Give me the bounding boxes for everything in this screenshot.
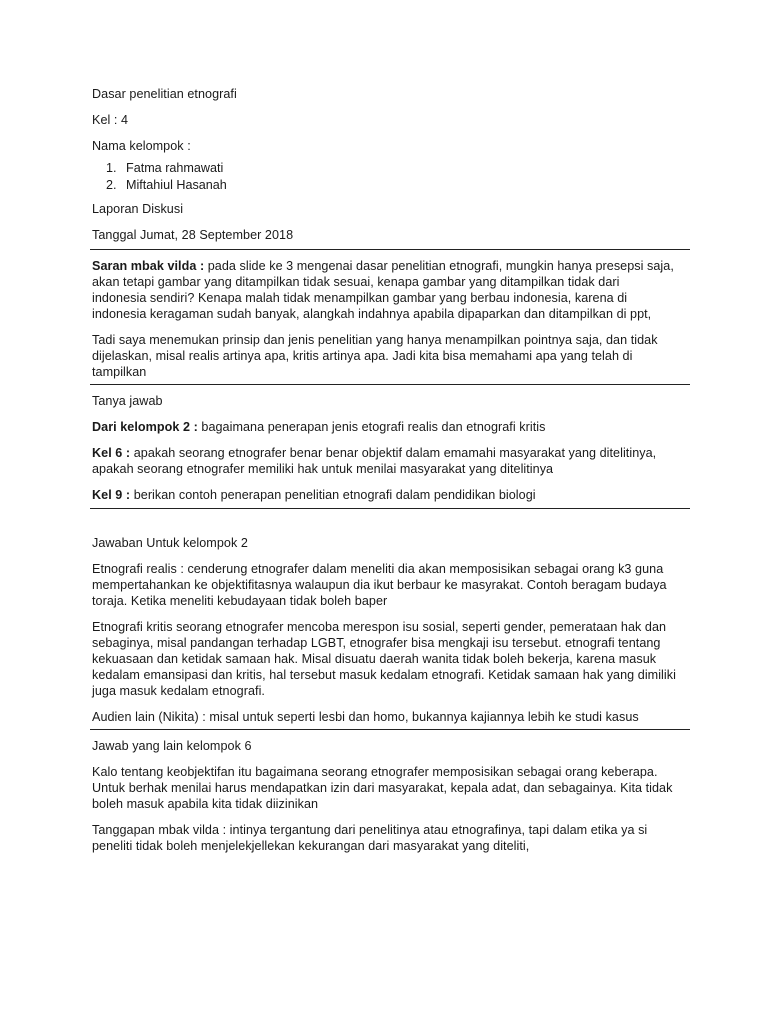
question-3-label: Kel 9 : [92, 488, 131, 502]
question-3-text: berikan contoh penerapan penelitian etnografi dalam pendidikan biologi [130, 488, 536, 502]
suggestion-label: Saran mbak vilda : [92, 259, 205, 273]
report-heading: Laporan Diskusi [92, 202, 184, 216]
members-list [92, 160, 676, 193]
objectivity-answer: Kalo tentang keobjektifan itu bagaimana seorang etnografer memposisikan sebagai orang keberapa. Untuk berhak menilai harus mendapatkan izin dari masyarakat, kepala adat, dan sebagainya. Kita tidak boleh masuk apabila kita tidak diizinikan [92, 765, 673, 811]
answer-realis: Etnografi realis : cenderung etnografer dalam meneliti dia akan memposisikan sebagai orang k3 guna mempertahankan ke objektifitasnya walaupun dia ikut berbaur ke masyrakat. Contoh beragam budaya toraja. Ketika meneliti kebudayaan tidak boleh baper [92, 562, 667, 608]
list-item: 1. Fatma rahmawati [120, 160, 676, 177]
members-label: Nama kelompok : [92, 139, 191, 153]
answer-kritis: Etnografi kritis seorang etnografer mencoba merespon isu sosial, seperti gender, pemerataan hak dan sebaginya, misal pandangan terhadap LGBT, etnografer bisa mengkaji isu tersebut. etnografi tentang kekuasaan dan ketidak samaan hak. Misal disuatu daerah wanita tidak boleh bekerja, karena masuk kedalam emansipasi dan kritis, hal tersebut masuk kedalam etnografi. Ketidak samaan hak yang dimiliki juga masuk kedalam etnografi. [92, 620, 676, 698]
divider [90, 249, 690, 250]
divider [90, 729, 690, 730]
suggestion-paragraph [92, 258, 676, 322]
question-1-text: bagaimana penerapan jenis etografi realis dan etnografi kritis [197, 420, 546, 434]
suggestion-paragraph-2: Tadi saya menemukan prinsip dan jenis penelitian yang hanya menampilkan pointnya saja, dan tidak dijelaskan, misal realis artinya apa, kritis artinya apa. Jadi kita bisa memahami apa yang telah di tampilkan [92, 333, 658, 379]
answer-heading: Jawaban Untuk kelompok 2 [92, 536, 248, 550]
other-answer-heading: Jawab yang lain kelompok 6 [92, 739, 252, 753]
divider [90, 384, 690, 385]
suggestion-text: pada slide ke 3 mengenai dasar penelitian etnografi, mungkin hanya presepsi saja, akan tetapi gambar yang ditampilkan tidak sesuai, kenapa gambar yang ditampilkan tidak dari indonesia sendiri? Kenapa malah tidak menampilkan gambar yang berbau indonesia, karena di indonesia keragaman sudah banyak, alangkah indahnya apabila dipaparkan dan ditampilkan di ppt, [92, 259, 674, 321]
divider [90, 508, 690, 509]
question-2 [92, 445, 676, 477]
question-3 [92, 487, 676, 503]
doc-title: Dasar penelitian etnografi [92, 87, 237, 101]
audience-comment: Audien lain (Nikita) : misal untuk seperti lesbi dan homo, bukannya kajiannya lebih ke studi kasus [92, 710, 639, 724]
group-number: Kel : 4 [92, 113, 129, 127]
question-1-label: Dari kelompok 2 : [92, 420, 198, 434]
report-date: Tanggal Jumat, 28 September 2018 [92, 228, 294, 242]
qa-heading: Tanya jawab [92, 394, 163, 408]
list-item: 2. Miftahiul Hasanah [120, 177, 676, 194]
question-2-text: apakah seorang etnografer benar benar objektif dalam emamahi masyarakat yang ditelitinya, apakah seorang etnografer memiliki hak untuk menilai masyarakat yang ditelitinya [92, 446, 657, 476]
question-1 [92, 419, 676, 435]
question-2-label: Kel 6 : [92, 446, 131, 460]
response-paragraph: Tanggapan mbak vilda : intinya tergantung dari penelitinya atau etnografinya, tapi dalam etika ya si peneliti tidak boleh menjelekjellekan kekurangan dari masyarakat yang diteliti, [92, 823, 648, 853]
